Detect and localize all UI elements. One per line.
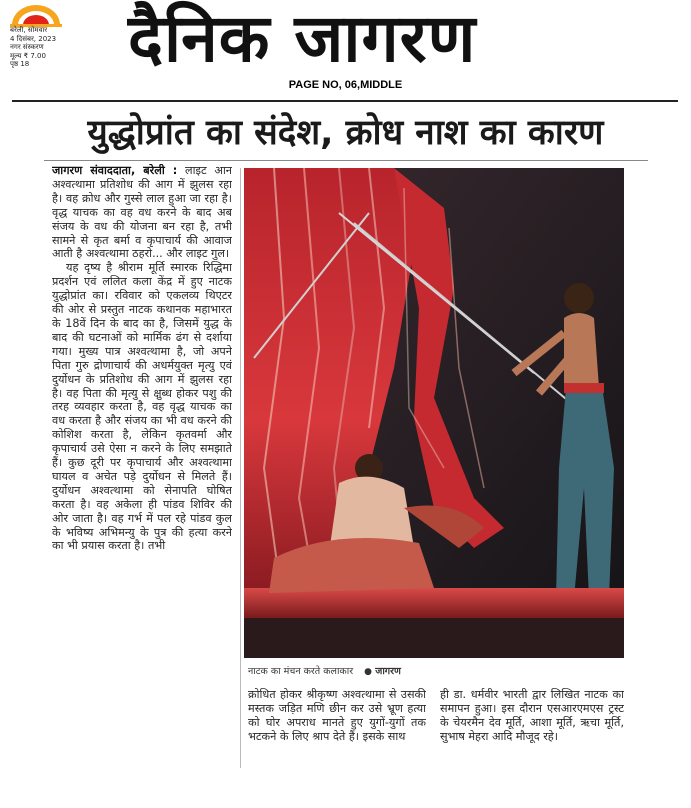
caption-credit — [364, 666, 401, 677]
edition-line: 4 दिसंबर, 2023 — [10, 34, 57, 43]
article-column-3: ही डा. धर्मवीर भारती द्वार लिखित नाटक का समापन हुआ। इस दौरान एसआरएमएस ट्रस्ट के चेयरमैन देव मूर्ति, आशा मूर्ति, ऋचा मूर्ति, सुभाष मेहरा आदि मौजूद रहे। — [440, 688, 624, 743]
sun-emblem-icon — [10, 3, 62, 27]
paragraph-text: लाइट आन अश्वत्थामा प्रतिशोध की आग में झुलस रहा है। वह क्रोध और गुस्से लाल हुआ जा रहा है। वृद्ध याचक का वह वध करने के बाद अब संजय के वध की योजना बन रहा है, तभी सामने से कृत बर्मा व कृपाचार्य की आवाज आती है अश्वत्थामा ठहरो... और लाइट गुल। — [52, 164, 232, 261]
headline-rule — [44, 160, 648, 161]
edition-line: बरेली, सोमवार — [10, 26, 48, 34]
camera-icon: ● — [364, 667, 372, 677]
article-headline: युद्धोप्रांत का संदेश, क्रोध नाश का कारण — [87, 113, 604, 153]
dateline: जागरण संवाददाता, बरेली : — [52, 164, 178, 177]
newspaper-masthead: दैनिक जागरण — [128, 0, 477, 77]
caption-text: नाटक का मंचन करते कलाकार — [248, 666, 354, 677]
edition-line: पृष्ठ 18 — [10, 60, 30, 69]
masthead-rule — [12, 100, 678, 102]
edition-line: नगर संस्करण — [10, 43, 44, 52]
credit-text: जागरण — [375, 666, 401, 677]
column-divider — [240, 168, 241, 768]
photo-caption — [248, 664, 624, 677]
stage-photo — [244, 168, 624, 658]
page-number: PAGE NO, 06,MIDDLE — [288, 79, 403, 91]
article-column-2: क्रोधित होकर श्रीकृष्ण अश्वत्थामा से उसकी मस्तक जड़ित मणि छीन कर उसे भ्रूण हत्या को घोर अपराध मानते हुए युगों-युगों तक भटकने के लिए श्राप देते हैं। इसके साथ — [248, 688, 426, 743]
article-column-1 — [52, 164, 232, 784]
edition-line: मूल्य ₹ 7.00 — [10, 51, 46, 60]
jagran-sun-logo — [10, 3, 62, 27]
edition-info — [10, 26, 80, 69]
paragraph-1 — [52, 164, 232, 261]
paragraph-2: यह दृष्य है श्रीराम मूर्ति स्मारक रिद्धिमा प्रदर्शन एवं ललित कला केंद्र में हुए नाटक युद्धोप्रांत का। रविवार को एकलव्य थिएटर की ओर से प्रस्तुत नाटक कथानक महाभारत के 18वें दिन के बाद का है, जिसमें युद्ध के बाद की घटनाओं को मार्मिक ढंग से दर्शाया गया। मुख्य पात्र अश्वत्थामा है, जो अपने पिता गुरु द्रोणाचार्य की अधर्मयुक्त मृत्यु एवं दुर्योधन के प्रतिशोध की आग में झुलस रहा है। वह पिता की मृत्यु से क्षुब्ध होकर पशु की तरह व्यवहार करता है, वह वृद्ध याचक का वध करता है और संजय का भी वध करने की कोशिश करता है, लेकिन कृतवर्मा और कृपाचार्य उसे ऐसा न करने के लिए समझाते हैं। कुछ दूरी पर कृपाचार्य और अश्वत्थामा घायल व अचेत पड़े दुर्योधन से मिलते हैं। दुर्योधन अश्वत्थामा को सेनापति घोषित करता है। वह अकेला ही पांडव शिविर की ओर जाता है। वह गर्भ में पल रहे पांडव कुल के भविष्य अभिमन्यु के पुत्र की हत्या करने का भी प्रयास करता है। तभी — [52, 261, 232, 553]
